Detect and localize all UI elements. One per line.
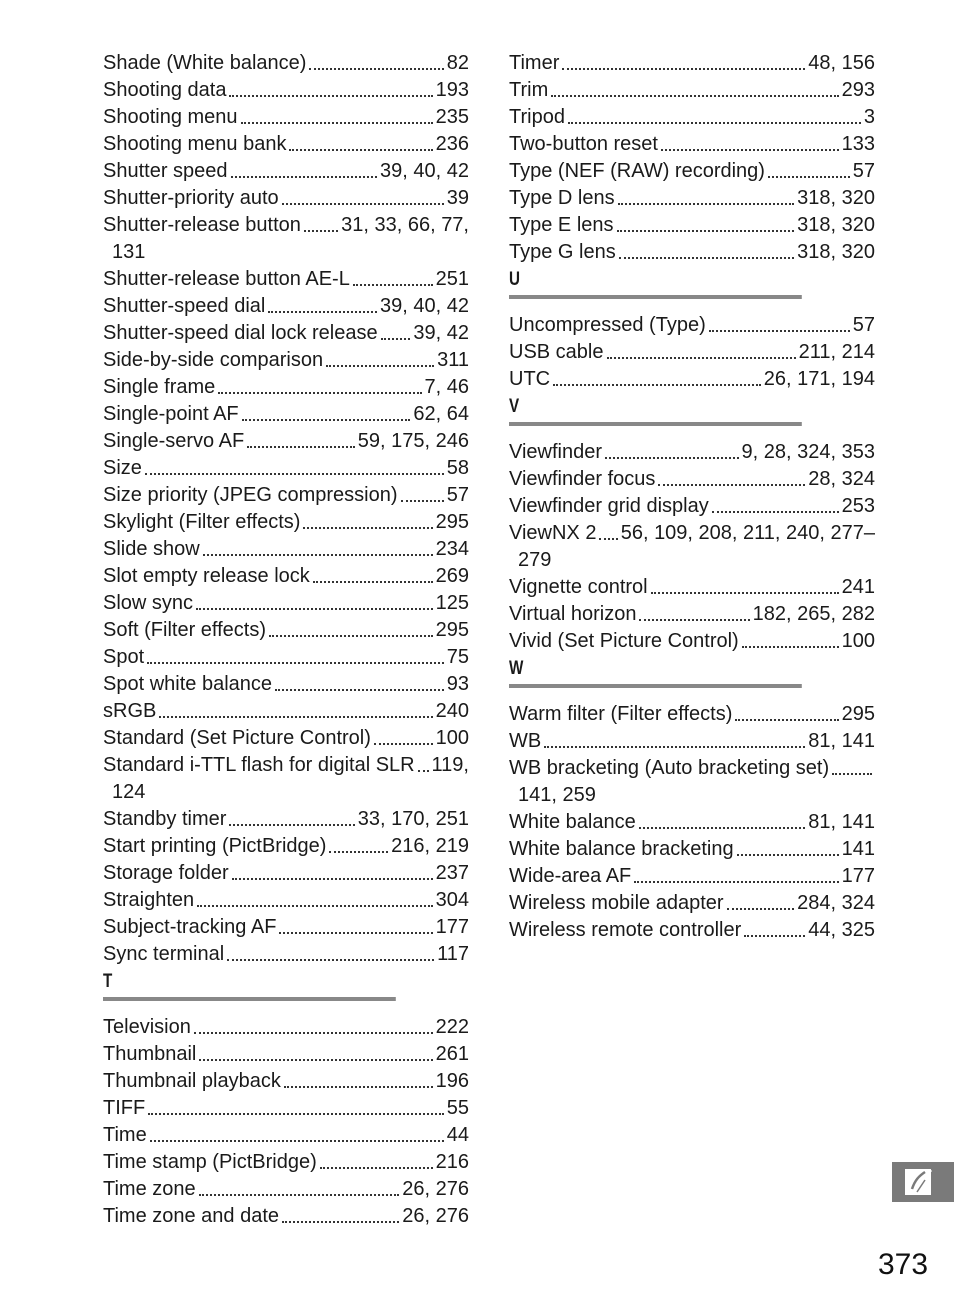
index-term: Shutter-speed dial lock release xyxy=(103,322,378,344)
index-entry xyxy=(103,320,469,347)
index-entry xyxy=(509,520,875,574)
index-entry xyxy=(509,890,875,917)
index-pages: 240 xyxy=(435,700,469,722)
index-entry xyxy=(103,1041,469,1068)
index-term: Type G lens xyxy=(509,241,616,263)
index-entry xyxy=(509,466,875,493)
index-pages: 196 xyxy=(435,1070,469,1092)
index-entry xyxy=(509,493,875,520)
section-heading: T xyxy=(103,968,396,1001)
dot-leader xyxy=(634,881,838,883)
index-pages: 295 xyxy=(841,703,875,725)
dot-leader xyxy=(544,746,805,748)
dot-leader xyxy=(199,1059,432,1061)
index-entry xyxy=(103,725,469,752)
index-entry xyxy=(103,1068,469,1095)
index-pages: 44 xyxy=(446,1124,469,1146)
dot-leader xyxy=(242,419,411,421)
dot-leader xyxy=(304,230,338,232)
dot-leader xyxy=(229,824,354,826)
index-term: Storage folder xyxy=(103,862,229,884)
index-entry xyxy=(509,212,875,239)
index-pages: 222 xyxy=(435,1016,469,1038)
index-entry xyxy=(509,339,875,366)
dot-leader xyxy=(353,284,433,286)
index-entry xyxy=(509,728,875,755)
index-term: Type (NEF (RAW) recording) xyxy=(509,160,765,182)
index-pages: 93 xyxy=(446,673,469,695)
dot-leader xyxy=(147,662,444,664)
dot-leader xyxy=(148,1113,444,1115)
dot-leader xyxy=(282,1221,399,1223)
index-term: Time zone xyxy=(103,1178,196,1200)
dot-leader xyxy=(196,608,433,610)
index-term: Shutter speed xyxy=(103,160,228,182)
index-term: Size xyxy=(103,457,142,479)
index-pages: 39, 40, 42 xyxy=(380,160,469,182)
index-term: TIFF xyxy=(103,1097,146,1119)
index-pages: 318, 320 xyxy=(797,241,875,263)
index-entry xyxy=(509,601,875,628)
index-term: Slow sync xyxy=(103,592,194,614)
index-pages: 3 xyxy=(863,106,875,128)
index-pages: 39, 40, 42 xyxy=(380,295,469,317)
dot-leader xyxy=(275,689,444,691)
dot-leader xyxy=(197,905,432,907)
index-pages: 133 xyxy=(841,133,875,155)
index-pages: 100 xyxy=(841,630,875,652)
index-entry xyxy=(103,563,469,590)
index-entry xyxy=(103,293,469,320)
dot-leader xyxy=(727,908,795,910)
index-term: Shooting menu bank xyxy=(103,133,287,155)
dot-leader xyxy=(618,203,795,205)
index-entry xyxy=(103,860,469,887)
dot-leader xyxy=(658,484,805,486)
index-entry xyxy=(509,312,875,339)
section-heading: U xyxy=(509,266,802,299)
index-pages-continued: 131 xyxy=(112,241,146,263)
index-entry xyxy=(103,941,469,968)
index-pages: 82 xyxy=(446,52,469,74)
dot-leader xyxy=(199,1194,400,1196)
dot-leader xyxy=(227,959,434,961)
index-pages: 58 xyxy=(446,457,469,479)
index-entry xyxy=(103,1149,469,1176)
dot-leader xyxy=(284,1086,433,1088)
index-term: Single-servo AF xyxy=(103,430,245,452)
index-entry xyxy=(103,1176,469,1203)
index-entry xyxy=(509,158,875,185)
index-term: Vignette control xyxy=(509,576,648,598)
index-entry xyxy=(103,1095,469,1122)
dot-leader xyxy=(551,95,838,97)
dot-leader xyxy=(639,619,749,621)
index-tab xyxy=(892,1162,954,1202)
index-term: Two-button reset xyxy=(509,133,658,155)
index-pages: 304 xyxy=(435,889,469,911)
dot-leader xyxy=(232,878,433,880)
section-heading: V xyxy=(509,393,802,426)
dot-leader xyxy=(150,1140,444,1142)
section-heading: W xyxy=(509,655,802,688)
index-pages: 261 xyxy=(435,1043,469,1065)
index-pages: 100 xyxy=(435,727,469,749)
index-pages: 216 xyxy=(435,1151,469,1173)
dot-leader xyxy=(742,646,839,648)
dot-leader xyxy=(401,500,444,502)
index-term: Standby timer xyxy=(103,808,227,830)
index-entry xyxy=(509,628,875,655)
index-term: Shade (White balance) xyxy=(103,52,307,74)
index-entry xyxy=(103,1122,469,1149)
index-entry xyxy=(509,755,875,809)
index-entry xyxy=(103,158,469,185)
index-term: Type D lens xyxy=(509,187,615,209)
index-pages: 75 xyxy=(446,646,469,668)
index-entry xyxy=(103,698,469,725)
index-entry xyxy=(103,401,469,428)
index-term: Shooting data xyxy=(103,79,227,101)
index-pages-continued: 279 xyxy=(518,549,552,571)
index-term: Shooting menu xyxy=(103,106,238,128)
index-term: Timer xyxy=(509,52,560,74)
index-entry xyxy=(509,131,875,158)
index-entry xyxy=(509,50,875,77)
index-pages: 236 xyxy=(435,133,469,155)
index-pages: 57 xyxy=(852,314,875,336)
index-term: Uncompressed (Type) xyxy=(509,314,706,336)
index-entry xyxy=(103,536,469,563)
index-term: WB xyxy=(509,730,542,752)
index-pages: 26, 171, 194 xyxy=(763,368,875,390)
index-entry xyxy=(103,455,469,482)
index-entry xyxy=(509,366,875,393)
index-term: Skylight (Filter effects) xyxy=(103,511,301,533)
index-term: ViewNX 2 xyxy=(509,522,597,544)
index-term: Trim xyxy=(509,79,549,101)
dot-leader xyxy=(194,1032,433,1034)
index-pages: 81, 141 xyxy=(808,811,875,833)
index-pages: 311 xyxy=(437,349,469,371)
index-pages: 295 xyxy=(435,511,469,533)
index-entry xyxy=(103,644,469,671)
index-term: Shutter-priority auto xyxy=(103,187,279,209)
index-term: Time zone and date xyxy=(103,1205,280,1227)
index-term: Single-point AF xyxy=(103,403,239,425)
index-term: Start printing (PictBridge) xyxy=(103,835,327,857)
index-term: Virtual horizon xyxy=(509,603,637,625)
index-entry xyxy=(103,590,469,617)
index-entry xyxy=(509,104,875,131)
dot-leader xyxy=(562,68,805,70)
index-entry xyxy=(509,917,875,944)
index-term: Straighten xyxy=(103,889,195,911)
dot-leader xyxy=(231,176,378,178)
dot-leader xyxy=(661,149,839,151)
index-pages: 55 xyxy=(446,1097,469,1119)
index-entry xyxy=(103,833,469,860)
index-term: Sync terminal xyxy=(103,943,225,965)
dot-leader xyxy=(326,365,434,367)
index-pages: 253 xyxy=(841,495,875,517)
index-pages: 119, xyxy=(431,754,469,776)
dot-leader xyxy=(374,743,433,745)
index-pages: 62, 64 xyxy=(413,403,469,425)
index-pages: 193 xyxy=(435,79,469,101)
dot-leader xyxy=(768,176,850,178)
dot-leader xyxy=(639,827,806,829)
dot-leader xyxy=(313,581,433,583)
dot-leader xyxy=(599,538,617,540)
index-entry xyxy=(509,863,875,890)
index-entry xyxy=(103,347,469,374)
index-column-right xyxy=(509,50,875,944)
dot-leader xyxy=(709,330,850,332)
index-entry xyxy=(103,428,469,455)
dot-leader xyxy=(712,511,839,513)
index-pages: 295 xyxy=(435,619,469,641)
index-pages: 28, 324 xyxy=(808,468,875,490)
index-term: Thumbnail playback xyxy=(103,1070,281,1092)
index-pages: 284, 324 xyxy=(797,892,875,914)
dot-leader xyxy=(737,854,839,856)
index-pages: 81, 141 xyxy=(808,730,875,752)
index-tab-icon xyxy=(903,1166,943,1198)
dot-leader xyxy=(268,311,377,313)
dot-leader xyxy=(203,554,433,556)
index-term: Time stamp (PictBridge) xyxy=(103,1151,317,1173)
index-column-left xyxy=(103,50,469,1230)
dot-leader xyxy=(617,230,795,232)
index-pages: 177 xyxy=(841,865,875,887)
index-pages-continued: 141, 259 xyxy=(518,784,596,806)
index-pages: 182, 265, 282 xyxy=(752,603,875,625)
index-entry xyxy=(509,239,875,266)
dot-leader xyxy=(735,719,838,721)
index-pages: 57 xyxy=(852,160,875,182)
index-term: Single frame xyxy=(103,376,216,398)
index-pages: 211, 214 xyxy=(798,341,875,363)
dot-leader xyxy=(418,770,429,772)
index-pages: 48, 156 xyxy=(808,52,875,74)
dot-leader xyxy=(832,773,872,775)
dot-leader xyxy=(269,635,433,637)
dot-leader xyxy=(303,527,432,529)
index-pages: 241 xyxy=(841,576,875,598)
index-pages: 235 xyxy=(435,106,469,128)
index-pages: 216, 219 xyxy=(391,835,469,857)
index-term: Television xyxy=(103,1016,191,1038)
index-pages: 57 xyxy=(446,484,469,506)
index-pages: 33, 170, 251 xyxy=(357,808,469,830)
index-entry xyxy=(103,77,469,104)
index-term: Shutter-release button xyxy=(103,214,301,236)
index-term: Viewfinder xyxy=(509,441,603,463)
dot-leader xyxy=(381,338,411,340)
index-entry xyxy=(103,1014,469,1041)
index-pages: 39, 42 xyxy=(413,322,469,344)
index-term: Slot empty release lock xyxy=(103,565,310,587)
index-pages: 237 xyxy=(435,862,469,884)
index-entry xyxy=(103,914,469,941)
dot-leader xyxy=(329,851,388,853)
index-entry xyxy=(509,439,875,466)
dot-leader xyxy=(619,257,794,259)
index-term: Shutter-release button AE-L xyxy=(103,268,350,290)
dot-leader xyxy=(145,473,444,475)
index-entry xyxy=(103,671,469,698)
index-term: Subject-tracking AF xyxy=(103,916,277,938)
index-pages: 269 xyxy=(435,565,469,587)
dot-leader xyxy=(744,935,805,937)
index-pages: 39 xyxy=(446,187,469,209)
index-term: White balance xyxy=(509,811,636,833)
index-entry xyxy=(103,752,469,806)
index-term: Spot white balance xyxy=(103,673,273,695)
index-entry xyxy=(509,185,875,212)
index-term: Soft (Filter effects) xyxy=(103,619,267,641)
index-entry xyxy=(103,482,469,509)
page-number: 373 xyxy=(878,1248,929,1281)
index-pages: 117 xyxy=(437,943,469,965)
index-pages: 7, 46 xyxy=(424,376,469,398)
index-entry xyxy=(103,266,469,293)
index-entry xyxy=(103,617,469,644)
index-term: Standard i-TTL flash for digital SLR xyxy=(103,754,415,776)
index-entry xyxy=(103,212,469,266)
dot-leader xyxy=(159,716,432,718)
index-pages: 26, 276 xyxy=(402,1178,469,1200)
index-entry xyxy=(103,104,469,131)
index-term: Viewfinder focus xyxy=(509,468,656,490)
index-pages: 318, 320 xyxy=(797,214,875,236)
index-pages: 251 xyxy=(435,268,469,290)
index-term: Viewfinder grid display xyxy=(509,495,709,517)
index-term: Warm filter (Filter effects) xyxy=(509,703,733,725)
index-entry xyxy=(103,131,469,158)
index-term: Slide show xyxy=(103,538,200,560)
dot-leader xyxy=(218,392,421,394)
index-term: Side-by-side comparison xyxy=(103,349,324,371)
index-term: USB cable xyxy=(509,341,604,363)
dot-leader xyxy=(568,122,861,124)
dot-leader xyxy=(320,1167,433,1169)
index-entry xyxy=(509,77,875,104)
index-pages: 31, 33, 66, 77, xyxy=(341,214,469,236)
index-term: Type E lens xyxy=(509,214,614,236)
index-term: Tripod xyxy=(509,106,565,128)
index-entry xyxy=(103,887,469,914)
dot-leader xyxy=(229,95,432,97)
dot-leader xyxy=(651,592,839,594)
index-term: Thumbnail xyxy=(103,1043,197,1065)
dot-leader xyxy=(247,446,355,448)
index-term: Wireless mobile adapter xyxy=(509,892,724,914)
index-pages: 293 xyxy=(841,79,875,101)
index-entry xyxy=(103,374,469,401)
index-entry xyxy=(103,806,469,833)
index-pages: 56, 109, 208, 211, 240, 277– xyxy=(620,522,875,544)
index-term: Standard (Set Picture Control) xyxy=(103,727,371,749)
index-pages: 125 xyxy=(435,592,469,614)
index-pages: 318, 320 xyxy=(797,187,875,209)
index-entry xyxy=(103,185,469,212)
index-term: Vivid (Set Picture Control) xyxy=(509,630,739,652)
index-entry xyxy=(509,809,875,836)
index-pages: 141 xyxy=(841,838,875,860)
index-pages: 9, 28, 324, 353 xyxy=(741,441,875,463)
index-term: Time xyxy=(103,1124,147,1146)
index-term: Wide-area AF xyxy=(509,865,632,887)
index-pages: 234 xyxy=(435,538,469,560)
index-entry xyxy=(509,701,875,728)
index-term: Size priority (JPEG compression) xyxy=(103,484,398,506)
index-entry xyxy=(103,50,469,77)
index-term: Spot xyxy=(103,646,145,668)
index-pages: 59, 175, 246 xyxy=(357,430,469,452)
index-term: White balance bracketing xyxy=(509,838,734,860)
index-term: Shutter-speed dial xyxy=(103,295,266,317)
index-pages-continued: 124 xyxy=(112,781,146,803)
index-entry xyxy=(509,836,875,863)
dot-leader xyxy=(309,68,443,70)
dot-leader xyxy=(289,149,432,151)
dot-leader xyxy=(282,203,444,205)
dot-leader xyxy=(607,357,796,359)
dot-leader xyxy=(605,457,739,459)
index-term: WB bracketing (Auto bracketing set) xyxy=(509,757,830,779)
index-term: Wireless remote controller xyxy=(509,919,742,941)
index-pages: 44, 325 xyxy=(808,919,875,941)
index-term: sRGB xyxy=(103,700,157,722)
index-entry xyxy=(103,1203,469,1230)
dot-leader xyxy=(553,384,761,386)
index-entry xyxy=(509,574,875,601)
index-term: UTC xyxy=(509,368,551,390)
index-entry xyxy=(103,509,469,536)
index-pages: 177 xyxy=(435,916,469,938)
dot-leader xyxy=(241,122,433,124)
dot-leader xyxy=(279,932,432,934)
index-pages: 26, 276 xyxy=(402,1205,469,1227)
